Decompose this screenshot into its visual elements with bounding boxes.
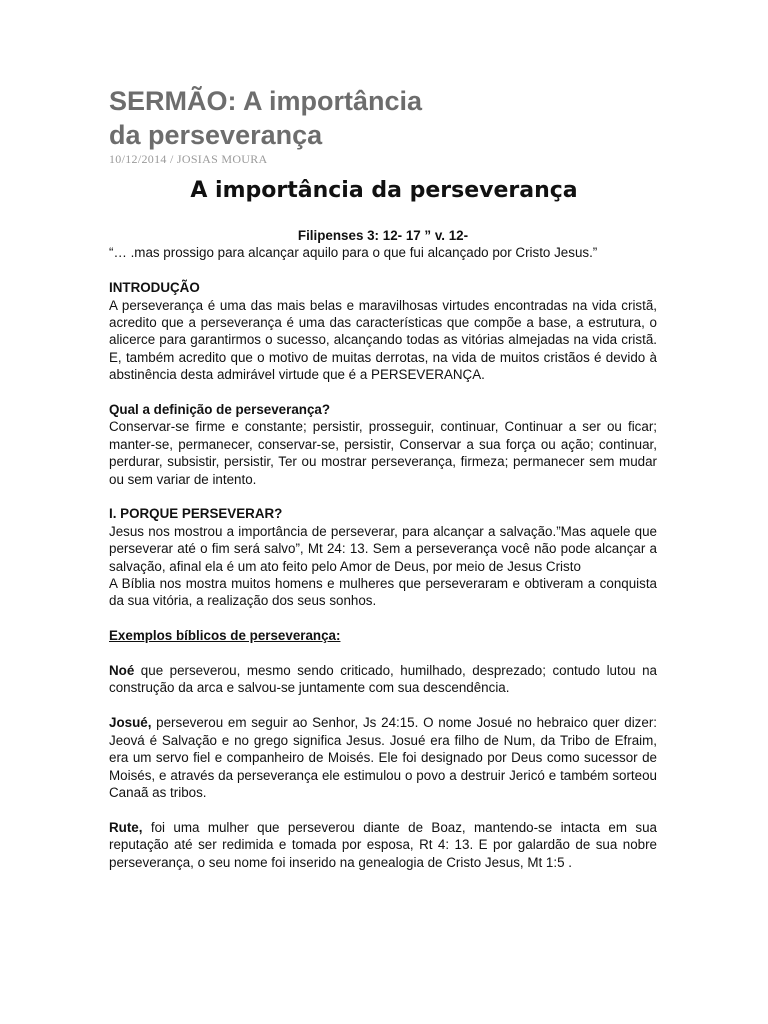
why-paragraph-1: Jesus nos mostrou a importância de perseverar, para alcançar a salvação.”Mas aquele que perseverar até o fim será salvo”, Mt 24: 13. Sem a perseverança você não pode alcançar a salvação, afinal ela é um ato feito pelo Amor de Deus, por meio de Jesus Cristo bbox=[109, 523, 657, 574]
example-rute-name: Rute, bbox=[109, 819, 143, 835]
example-rute-text: foi uma mulher que perseverou diante de Boaz, mantendo-se intacta em sua reputação até ser redimida e tomada por esposa, Rt 4: 13. E por galardão de sua nobre perseverança, o seu nome foi inserido na genealogia de Cristo Jesus, Mt 1:5 . bbox=[109, 819, 657, 870]
post-title-line1: SERMÃO: A importância bbox=[109, 86, 423, 116]
intro-heading: INTRODUÇÃO bbox=[109, 280, 200, 296]
definition-heading: Qual a definição de perseverança? bbox=[109, 402, 331, 418]
why-paragraph-2: A Bíblia nos mostra muitos homens e mulheres que perseveraram e obtiveram a conquista da sua vitória, a realização dos seus sonhos. bbox=[109, 576, 657, 609]
example-josue bbox=[109, 714, 657, 801]
example-rute bbox=[109, 819, 657, 871]
example-josue-name: Josué, bbox=[109, 715, 152, 731]
post-meta: 10/12/2014 / JOSIAS MOURA bbox=[109, 152, 268, 166]
scripture-verse: “… .mas prossigo para alcançar aquilo para o que fui alcançado por Cristo Jesus.” bbox=[109, 245, 598, 261]
scripture-reference: Filipenses 3: 12- 17 ” v. 12- bbox=[297, 228, 469, 243]
document-body bbox=[109, 227, 657, 871]
example-josue-text: perseverou em seguir ao Senhor, Js 24:15. O nome Josué no hebraico quer dizer: Jeová é Salvação e no grego significa Jesus. Josué era filho de Num, da Tribo de Efraim, era um servo fiel e companheiro de Moisés. Ele foi designado por Deus como sucessor de Moisés, e através da perseverança ele estimulou o povo a destruir Jericó e também sorteou Canaã as tribos. bbox=[109, 715, 657, 800]
definition-paragraph: Conservar-se firme e constante; persistir, prosseguir, continuar, Continuar a ser ou ficar; manter-se, permanecer, conservar-se, persistir, Conservar a sua força ou ação; continuar, perdurar, subsistir, persistir, Ter ou mostrar perseverança, firmeza; permanecer sem mudar ou sem variar de intento. bbox=[109, 419, 657, 487]
document-heading: A importância da perseverança bbox=[190, 178, 578, 203]
why-heading: I. PORQUE PERSEVERAR? bbox=[109, 506, 283, 522]
example-noe bbox=[109, 662, 657, 697]
examples-heading: Exemplos bíblicos de perseverança: bbox=[109, 628, 341, 644]
post-title bbox=[109, 84, 669, 152]
post-title-line2: da perseverança bbox=[109, 120, 323, 150]
example-noe-name: Noé bbox=[109, 663, 135, 679]
intro-paragraph: A perseverança é uma das mais belas e maravilhosas virtudes encontradas na vida cristã, acredito que a perseverança é uma das características que compõe a base, a estrutura, o alicerce para garantirmos o sucesso, alcançando todas as vitórias almejadas na vida cristã. E, também acredito que o motivo de muitas derrotas, na vida de muitos cristãos é devido à abstinência desta admirável virtude que é a PERSEVERANÇA. bbox=[109, 297, 657, 383]
example-noe-text: que perseverou, mesmo sendo criticado, humilhado, desprezado; contudo lutou na construção da arca e salvou-se juntamente com sua descendência. bbox=[109, 663, 657, 696]
